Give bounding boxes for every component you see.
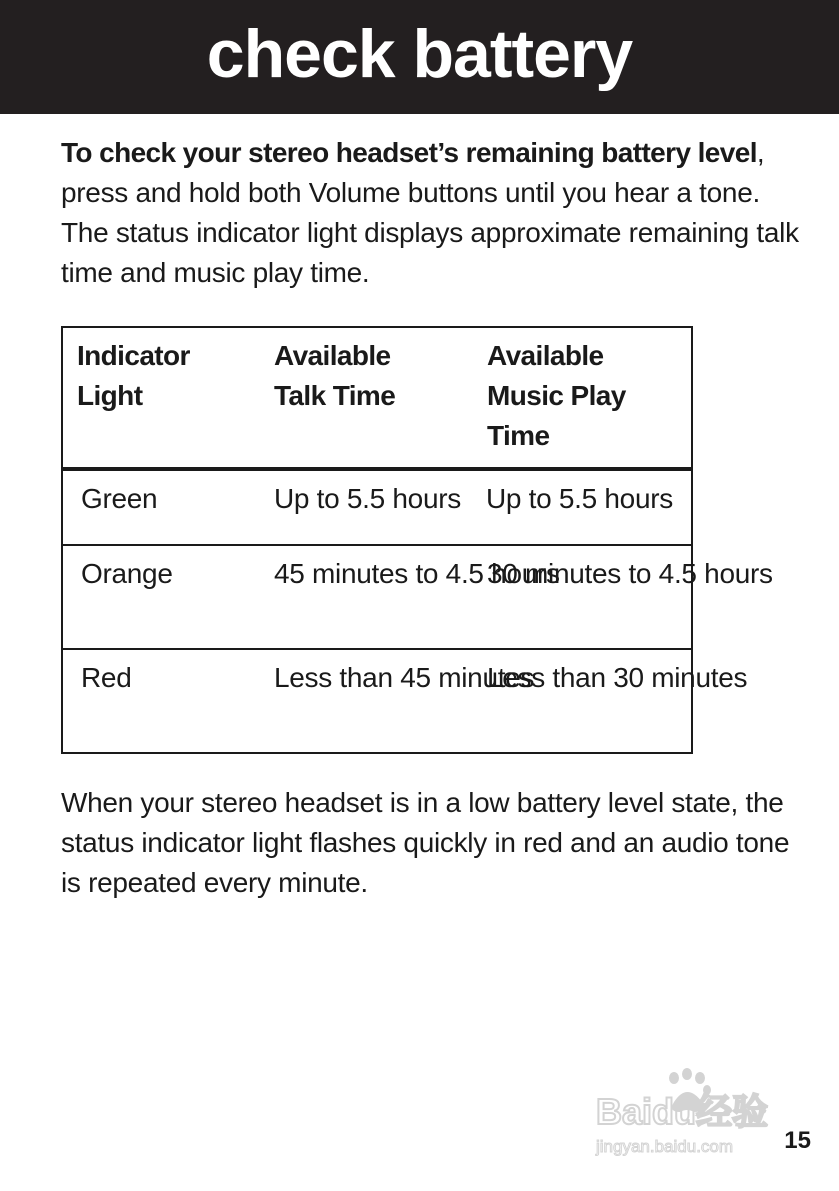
header-music-time: Available Music Play Time [472,327,692,469]
header-bar [0,0,839,114]
header-indicator-light: Indicator Light [62,327,260,469]
cell-music-green: Up to 5.5 hours [472,469,692,545]
header-talk-time: Available Talk Time [260,327,472,469]
baidu-watermark [594,1068,784,1160]
cell-music-orange: 30 minutes to 4.5 hours [472,545,692,649]
intro-paragraph [61,133,801,293]
table-row [62,469,692,545]
page-number: 15 [784,1127,811,1154]
intro-lead: To check your stereo headset’s remaining battery level [61,137,757,168]
cell-talk-red: Less than 45 minutes [260,649,472,753]
cell-light-green: Green [62,469,260,545]
battery-status-table [61,326,773,754]
cell-light-orange: Orange [62,545,260,649]
cell-talk-orange: 45 minutes to 4.5 hours [260,545,472,649]
table-row [62,649,692,753]
cell-music-red: Less than 30 minutes [472,649,692,753]
cell-talk-green: Up to 5.5 hours [260,469,472,545]
table-row [62,545,692,649]
page-title: check battery [206,16,633,92]
watermark-brand: Baidu经验 [596,1091,769,1132]
watermark-url: jingyan.baidu.com [596,1137,734,1156]
low-battery-paragraph: When your stereo headset is in a low battery level state, the status indicator light flashes quickly in red and an audio tone is repeated every minute. [61,787,790,898]
cell-light-red: Red [62,649,260,753]
table-header-row [62,327,692,469]
intro-rest: , press and hold both Volume buttons until you hear a tone. The status indicator light displays approximate remaining talk time and music play time. [61,137,799,288]
